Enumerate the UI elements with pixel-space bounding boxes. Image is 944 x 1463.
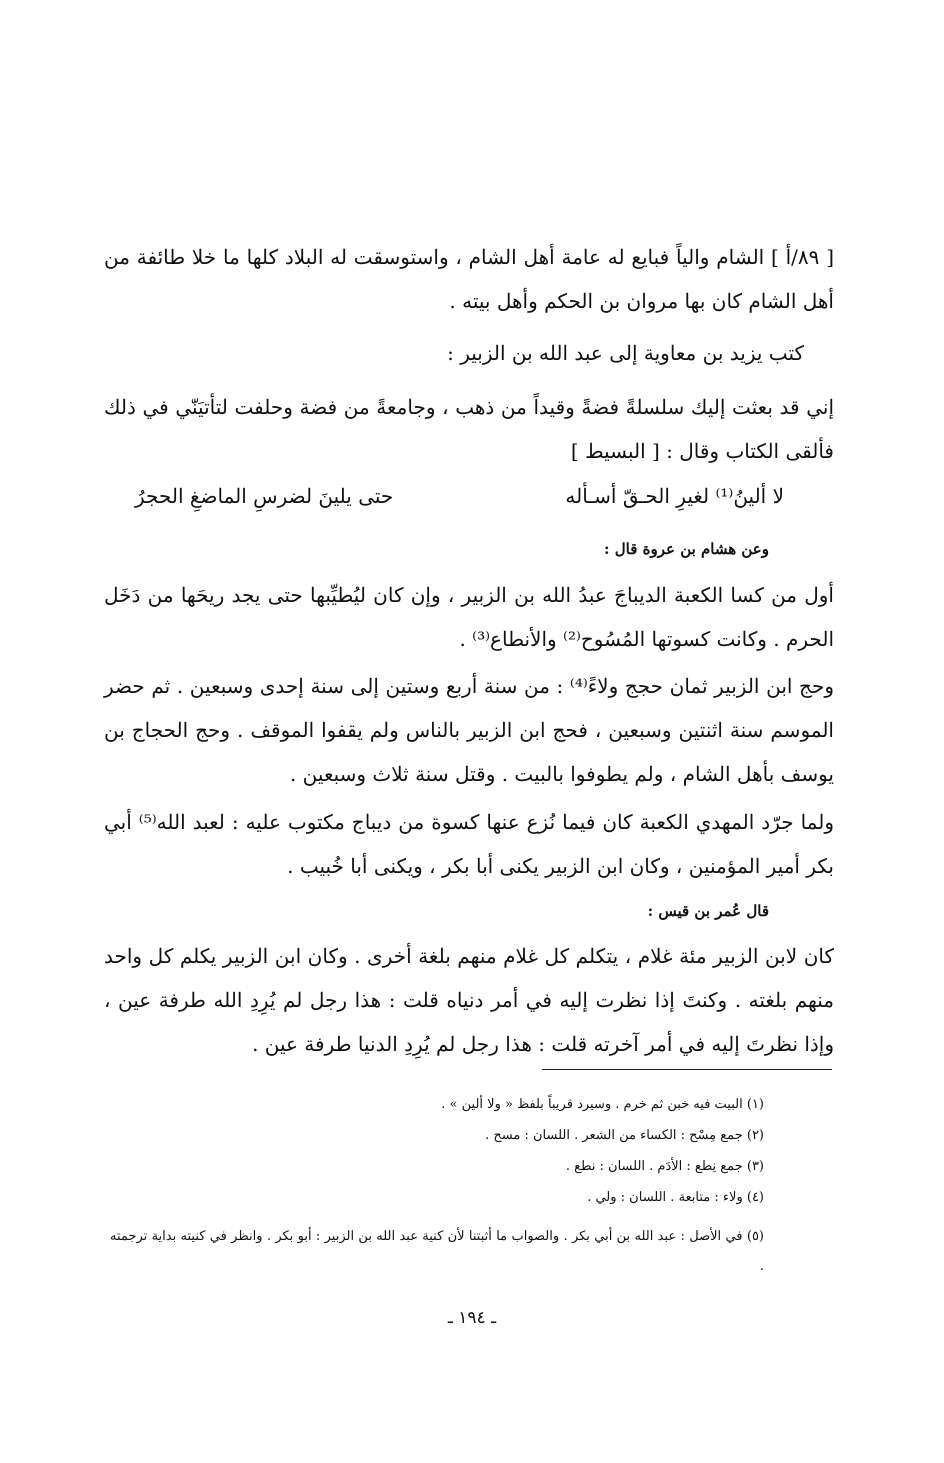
paragraph-kaaba-covering: أول من كسا الكعبة الديباجَ عبدُ الله بن الزبير ، وإن كان ليُطيِّبها حتى يجد ريحَها من دَخَل الحرم . وكانت كسوتها المُسُوح⁽²⁾ والأنطاع⁽³⁾ . [104, 583, 834, 651]
footnote-5: (٥) في الأصل : عبد الله بن أبي بكر . والصواب ما أثبتنا لأن كنية عبد الله بن الزبير : أبو بكر . وانظر في كنيته بداية ترجمته . [110, 1229, 764, 1274]
footnote-1: (١) البيت فيه خبن ثم خرم . وسيرد قريباً بلفظ « ولا ألين » . [441, 1097, 764, 1112]
verse-second-hemistich: حتى يلينَ لضرسِ الماضغِ الحجرُ [135, 484, 394, 508]
footnote-4: (٤) ولاء : متابعة . اللسان : ولي . [587, 1190, 764, 1205]
paragraph-hundred-servants: كان لابن الزبير مئة غلام ، يتكلم كل غلام منهم بلغة أخرى . وكان ابن الزبير يكلم كل واحد منهم بلغته . وكنتَ إذا نظرت إليه في أمر دنياه قلت : هذا رجل لم يُرِدِ الله طرفة عين ، وإذا نظرتَ إليه في أمر آخرته قلت : هذا رجل لم يُرِدِ الدنيا طرفة عين . [104, 944, 834, 1056]
footnote-3: (٣) جمع نِطع : الأدَم . اللسان : نطع . [565, 1159, 764, 1174]
footnote-separator [542, 1069, 832, 1070]
footnote-2: (٢) جمع مِسْح : الكساء من الشعر . اللسان : مسح . [485, 1128, 764, 1143]
paragraph-letter-content: إني قد بعثت إليك سلسلةً فضةً وقيداً من ذهب ، وجامعةً من فضة وحلفت لتأتيَنّي في ذلك فألقى الكتاب وقال : [ البسيط ] [104, 395, 834, 463]
paragraph-sham-allegiance: [ ٨٩/أ ] الشام والياً فبايع له عامة أهل الشام ، واستوسقت له البلاد كلها ما خلا طائفة من أهل الشام كان بها مروان بن الحكم وأهل بيته . [104, 245, 834, 313]
verse-first-hemistich: لا ألينُ⁽¹⁾ لغيرِ الحـقّ أسـأله [565, 484, 784, 508]
section-heading-hisham: وعن هشام بن عروة قال : [604, 540, 769, 558]
section-heading-umar-bin-qays: قال عُمر بن قيس : [647, 902, 769, 920]
paragraph-yazid-letter-intro: كتب يزيد بن معاوية إلى عبد الله بن الزبير : [447, 341, 804, 365]
paragraph-mahdi-kaaba: ولما جرّد المهدي الكعبة كان فيما نُزع عنها كسوة من ديباج مكتوب عليه : لعبد الله⁽⁵⁾ أبي بكر أمير المؤمنين ، وكان ابن الزبير يكنى أبا بكر ، ويكنى أبا خُبيب . [104, 810, 834, 878]
page-number: ـ ١٩٤ ـ [447, 1308, 497, 1328]
paragraph-ibn-zubayr-pilgrimages: وحج ابن الزبير ثمان حجج ولاءً⁽⁴⁾ : من سنة أربع وستين إلى سنة إحدى وسبعين . ثم حضر الموسم سنة اثنتين وسبعين ، فحج ابن الزبير بالناس ولم يقفوا الموقف . وحج الحجاج بن يوسف بأهل الشام ، ولم يطوفوا بالبيت . وقتل سنة ثلاث وسبعين . [104, 674, 834, 786]
